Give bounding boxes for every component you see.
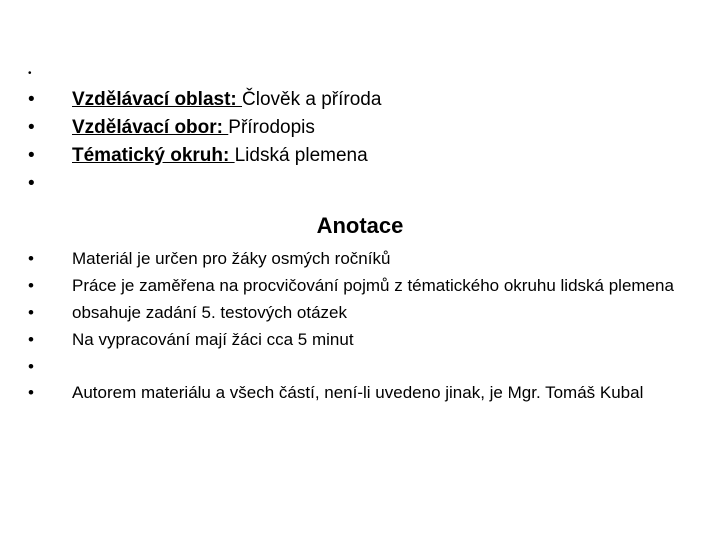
bullet-icon: •	[28, 173, 35, 194]
list-item	[0, 330, 692, 354]
field-value: Lidská plemena	[234, 145, 368, 166]
field-label: Vzdělávací oblast:	[72, 89, 243, 110]
bullet-icon: •	[28, 357, 34, 376]
annotation-text: Autorem materiálu a všech částí, není-li uvedeno jinak, je Mgr. Tomáš Kubal	[72, 383, 644, 402]
bullet-icon: •	[28, 89, 35, 110]
list-item	[0, 170, 692, 194]
bullet-icon: •	[28, 249, 34, 268]
list-item	[0, 276, 692, 300]
field-label: Tématický okruh:	[72, 145, 235, 166]
annotation-text: Práce je zaměřena na procvičování pojmů z tématického okruhu lidská plemena	[72, 276, 674, 295]
annotation-list	[0, 249, 692, 413]
list-item	[0, 249, 692, 273]
list-item	[0, 303, 692, 327]
annotation-title	[0, 213, 720, 239]
bullet-icon: •	[28, 117, 35, 138]
bullet-icon: •	[28, 145, 35, 166]
annotation-title-text: Anotace	[316, 213, 404, 238]
field-value: Člověk a příroda	[242, 89, 382, 110]
list-item-topic	[0, 142, 692, 170]
bullet-icon: •	[28, 330, 34, 349]
bullet-icon: •	[28, 383, 34, 402]
list-item-area	[0, 86, 692, 114]
list-item	[0, 357, 692, 381]
subject-info-list	[0, 58, 692, 194]
annotation-text: Materiál je určen pro žáky osmých ročníků	[72, 249, 391, 268]
list-item	[0, 58, 692, 86]
bullet-icon: •	[28, 68, 32, 79]
bullet-icon: •	[28, 276, 34, 295]
annotation-text: obsahuje zadání 5. testových otázek	[72, 303, 348, 322]
list-item-author	[0, 383, 692, 407]
bullet-icon: •	[28, 303, 34, 322]
list-item-subject	[0, 114, 692, 142]
field-value: Přírodopis	[228, 117, 315, 138]
annotation-text: Na vypracování mají žáci cca 5 minut	[72, 330, 354, 349]
field-label: Vzdělávací obor:	[72, 117, 229, 138]
